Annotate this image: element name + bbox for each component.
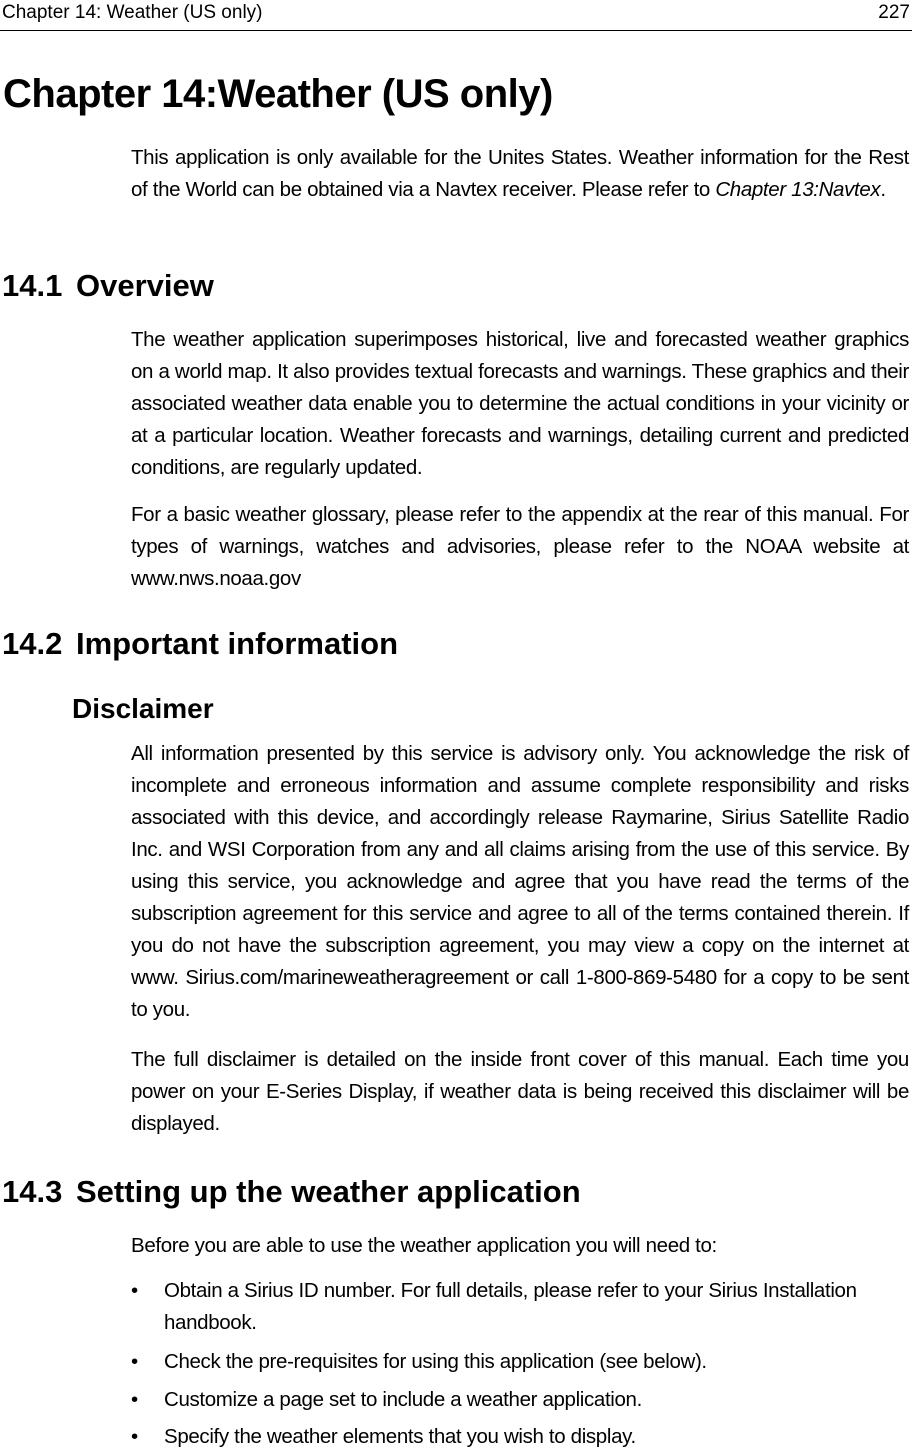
list-item-text: Check the pre-requisites for using this application (see below). [164,1350,707,1373]
section-title: Setting up the weather application [76,1174,581,1209]
list-item-text: Obtain a Sirius ID number. For full details, please refer to your Sirius Installation handbook. [164,1279,857,1334]
disclaimer-paragraph-2: The full disclaimer is detailed on the inside front cover of this manual. Each time you power on your E-Series Display, if weather data is being received this disclaimer will be displayed. [131,1048,909,1135]
list-item-text: Specify the weather elements that you wish to display. [164,1425,636,1448]
section-number: 14.1 [2,268,63,303]
overview-paragraph-2: For a basic weather glossary, please refer to the appendix at the rear of this manual. For types of warnings, watches and advisories, please refer to the NOAA website at www.nws.noaa.gov [131,503,909,590]
setup-intro-paragraph: Before you are able to use the weather application you will need to: [131,1234,717,1257]
chapter-title: Chapter 14:Weather (US only) [3,72,553,116]
section-title: Overview [76,268,214,303]
running-header-title: Chapter 14: Weather (US only) [2,2,263,23]
section-title: Important information [76,626,399,661]
section-number: 14.2 [2,626,63,661]
list-item [131,1275,912,1339]
section-heading-overview [2,268,214,304]
disclaimer-paragraph-1: All information presented by this service is advisory only. You acknowledge the risk of incomplete and erroneous information and assume complete responsibility and risks associated with this device, and accordingly release Raymarine, Sirius Satellite Radio Inc. and WSI Corporation from any and all claims arising from the use of this service. By using this service, you acknowledge and agree that you have read the terms of the subscription agreement for this service and agree to all of the terms contained therein. If you do not have the subscription agreement, you may view a copy on the internet at www. Sirius.com/marineweatheragreement or call 1-800-869-5480 for a copy to be sent to you. [131,742,909,1021]
intro-paragraph [131,142,909,206]
intro-text: This application is only available for the Unites States. Weather information for the Rest of the World can be obtained via a Navtex receiver. Please refer to [131,146,909,201]
page-number: 227 [878,2,910,23]
disclaimer-heading: Disclaimer [72,693,214,724]
chapter-13-navtex-link[interactable]: Chapter 13:Navtex [715,178,881,201]
list-item [131,1421,912,1453]
section-number: 14.3 [2,1174,63,1209]
list-item [131,1384,912,1416]
bullet-icon: • [131,1279,138,1302]
intro-text-end: . [880,178,886,201]
list-item [131,1346,912,1378]
bullet-icon: • [131,1350,138,1373]
list-item-text: Customize a page set to include a weather application. [164,1388,642,1411]
section-heading-setting-up [2,1174,581,1210]
overview-paragraph-1: The weather application superimposes historical, live and forecasted weather graphics on a world map. It also provides textual forecasts and warnings. These graphics and their associated weather data enable you to determine the actual conditions in your vicinity or at a particular location. Weather forecasts and warnings, detailing current and predicted conditions, are regularly updated. [131,328,909,479]
running-header [0,0,912,31]
bullet-icon: • [131,1425,138,1448]
section-heading-important-information [2,626,398,662]
bullet-icon: • [131,1388,138,1411]
